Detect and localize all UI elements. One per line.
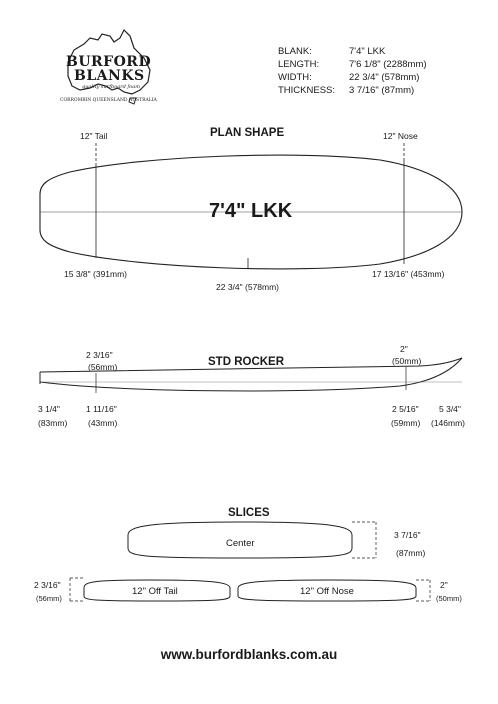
plan-nose-label: 12" Nose	[383, 131, 418, 141]
rocker-nose-end-in: 5 3/4"	[439, 404, 461, 414]
rocker-title: STD ROCKER	[208, 356, 285, 368]
logo-line1: BURFORD	[66, 54, 152, 70]
slice-nose-mm: (50mm)	[436, 594, 462, 603]
rocker-tail12-thick-mm: (43mm)	[88, 418, 118, 428]
slices-title: SLICES	[228, 507, 270, 519]
logo-location: CORROMBIN QUEENSLAND AUSTRALIA	[60, 98, 157, 103]
plan-shape-title: PLAN SHAPE	[210, 127, 285, 139]
logo-line2: BLANKS	[74, 68, 145, 84]
plan-tail-label: 12" Tail	[80, 131, 108, 141]
board-name: 7'4" LKK	[209, 200, 293, 222]
footer-url[interactable]: www.burfordblanks.com.au	[160, 647, 338, 662]
slice-center-label: Center	[226, 538, 255, 549]
spec-value-thickness: 3 7/16" (87mm)	[349, 85, 415, 96]
rocker-nose12-mm: (50mm)	[392, 356, 422, 366]
slice-tail-in: 2 3/16"	[34, 580, 61, 590]
spec-key-width: WIDTH:	[278, 72, 312, 83]
spec-value-width: 22 3/4" (578mm)	[349, 72, 420, 83]
spec-value-blank: 7'4" LKK	[349, 46, 386, 57]
rocker-tail-end-mm: (83mm)	[38, 418, 68, 428]
logo-tagline: quality surfboard foam	[82, 84, 141, 90]
slice-nose-in: 2"	[440, 580, 448, 590]
rocker-tail12-mm: (56mm)	[88, 362, 118, 372]
spec-key-length: LENGTH:	[278, 59, 320, 70]
slice-tail-label: 12" Off Tail	[132, 586, 178, 597]
slice-tail-mm: (56mm)	[36, 594, 62, 603]
spec-key-blank: BLANK:	[278, 46, 312, 57]
rocker-nose-end-mm: (146mm)	[431, 418, 466, 428]
slice-center-mm: (87mm)	[396, 548, 426, 558]
rocker-nose12-in: 2"	[400, 344, 408, 354]
spec-value-length: 7'6 1/8" (2288mm)	[349, 59, 427, 70]
rocker-nose12-thick-in: 2 5/16"	[392, 404, 419, 414]
rocker-nose12-thick-mm: (59mm)	[391, 418, 421, 428]
spec-key-thickness: THICKNESS:	[278, 85, 336, 96]
rocker-tail12-in: 2 3/16"	[86, 350, 113, 360]
rocker-tail-end-in: 3 1/4"	[38, 404, 60, 414]
plan-nose-width: 17 13/16" (453mm)	[372, 269, 445, 279]
slice-center-in: 3 7/16"	[394, 530, 421, 540]
slice-nose-label: 12" Off Nose	[300, 586, 354, 597]
rocker-tail12-thick-in: 1 11/16"	[86, 404, 117, 414]
plan-center-width: 22 3/4" (578mm)	[216, 282, 280, 292]
plan-tail-width: 15 3/8" (391mm)	[64, 269, 128, 279]
